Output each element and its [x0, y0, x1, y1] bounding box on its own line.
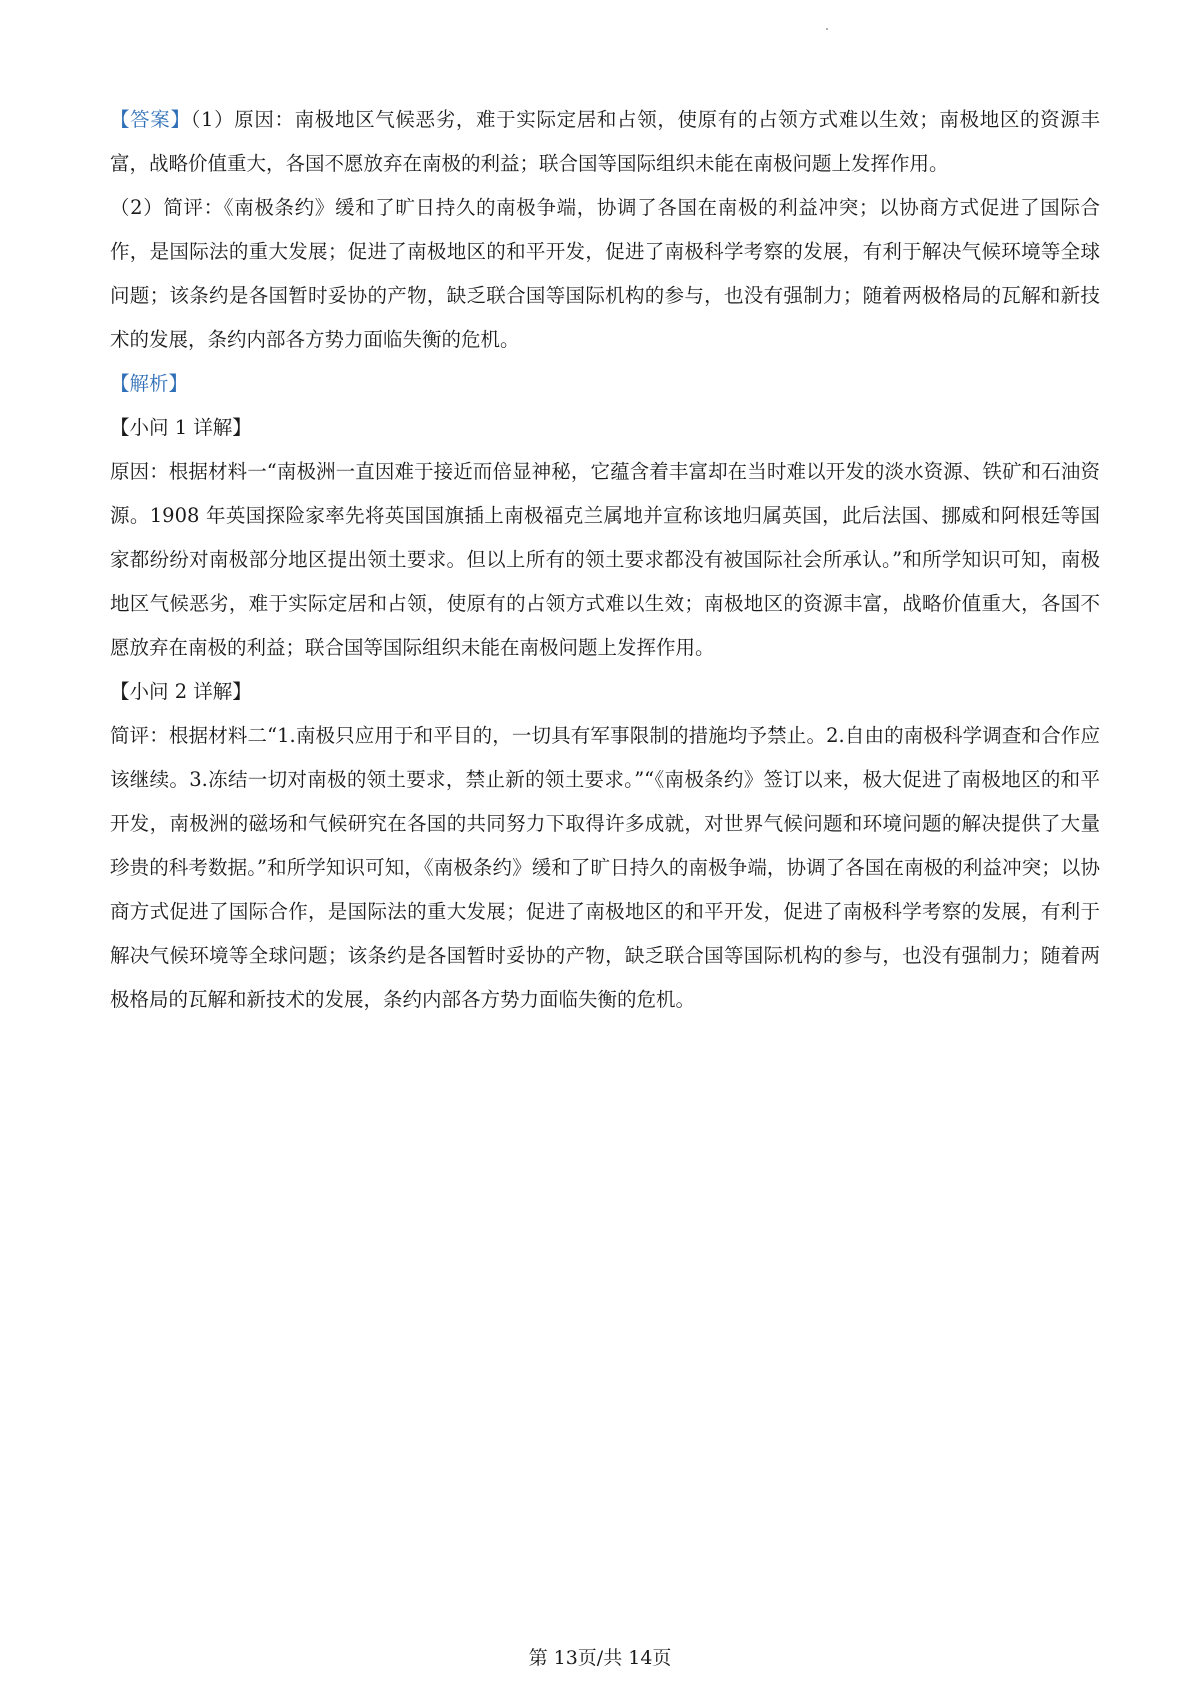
- analysis-tag: 【解析】: [110, 372, 189, 395]
- q1-detail-paragraph: 原因：根据材料一“南极洲一直因难于接近而倍显神秘，它蕴含着丰富却在当时难以开发的淡水资源、铁矿和石油资源。1908 年英国探险家率先将英国国旗插上南极福克兰属地并宣称该地归属英国，此后法国、挪威和阿根廷等国家都纷纷对南极部分地区提出领土要求。但以上所有的领土要求都没有被国际社会所承认。”和所学知识可知，南极地区气候恶劣，难于实际定居和占领，使原有的占领方式难以生效；南极地区的资源丰富，战略价值重大，各国不愿放弃在南极的利益；联合国等国际组织未能在南极问题上发挥作用。: [110, 460, 1100, 659]
- q2-detail-paragraph: 简评：根据材料二“1.南极只应用于和平目的，一切具有军事限制的措施均予禁止。2.自由的南极科学调查和合作应该继续。3.冻结一切对南极的领土要求，禁止新的领土要求。”“《南极条约》签订以来，极大促进了南极地区的和平开发，南极洲的磁场和气候研究在各国的共同努力下取得许多成就，对世界气候问题和环境问题的解决提供了大量珍贵的科考数据。”和所学知识可知，《南极条约》缓和了旷日持久的南极争端，协调了各国在南极的利益冲突；以协商方式促进了国际合作，是国际法的重大发展；促进了南极地区的和平开发，促进了南极科学考察的发展，有利于解决气候环境等全球问题；该条约是各国暂时妥协的产物，缺乏联合国等国际机构的参与，也没有强制力；随着两极格局的瓦解和新技术的发展，条约内部各方势力面临失衡的危机。: [110, 724, 1100, 1011]
- q1-heading: 【小问 1 详解】: [110, 416, 252, 439]
- answer-part1-paragraph: [110, 98, 1100, 186]
- q2-heading: 【小问 2 详解】: [110, 680, 252, 703]
- document-body: [110, 98, 1100, 1022]
- top-dot-mark: [826, 28, 828, 30]
- answer-tag: 【答案】: [110, 108, 191, 131]
- answer-part1-text: （1）原因：南极地区气候恶劣，难于实际定居和占领，使原有的占领方式难以生效；南极地区的资源丰富，战略价值重大，各国不愿放弃在南极的利益；联合国等国际组织未能在南极问题上发挥作用。: [110, 108, 1100, 175]
- page-number-footer: 第 13页/共 14页: [528, 1647, 672, 1669]
- answer-part2-paragraph: （2）简评：《南极条约》缓和了旷日持久的南极争端，协调了各国在南极的利益冲突；以协商方式促进了国际合作，是国际法的重大发展；促进了南极地区的和平开发，促进了南极科学考察的发展，有利于解决气候环境等全球问题；该条约是各国暂时妥协的产物，缺乏联合国等国际机构的参与，也没有强制力；随着两极格局的瓦解和新技术的发展，条约内部各方势力面临失衡的危机。: [110, 196, 1100, 351]
